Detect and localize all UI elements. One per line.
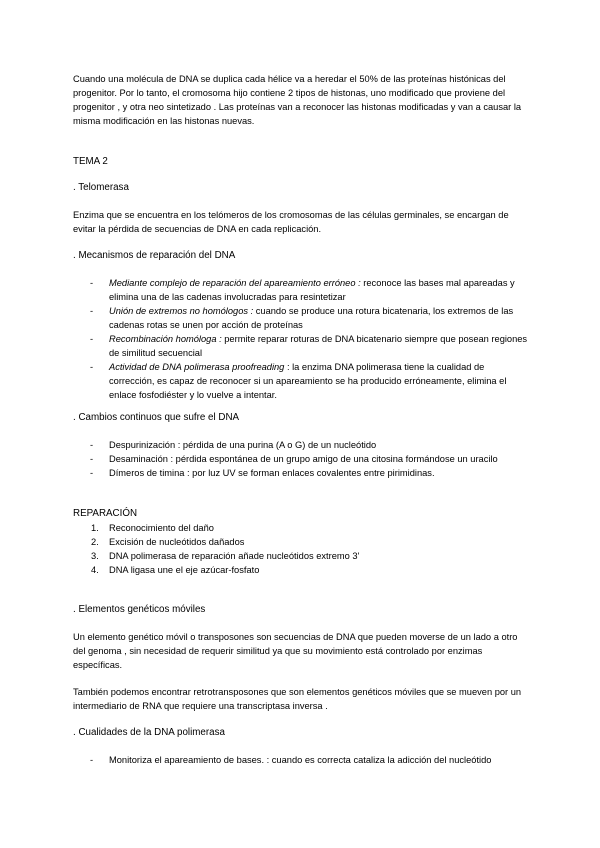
cambios-list [73, 438, 528, 480]
list-item [73, 563, 528, 577]
dash-marker: - [90, 306, 94, 316]
list-item [73, 753, 528, 767]
tema-heading: TEMA 2 [73, 156, 108, 167]
list-item [73, 549, 528, 563]
list-item [73, 521, 528, 535]
elementos-text-1: Un elemento genético móvil o transposones son secuencias de DNA que pueden moverse de un lado a otro del genoma , sin necesidad de requerir similitud ya que su movimiento está controlado por enzimas específicas. [73, 632, 518, 670]
item-lead: Unión de extremos no homólogos : [109, 306, 254, 316]
telomerasa-text: Enzima que se encuentra en los telómeros de los cromosomas de las células germinales, se encargan de evitar la pérdida de secuencias de DNA en cada replicación. [73, 210, 509, 234]
dash-marker: - [90, 334, 94, 344]
item-rest: cuando se produce una rotura bicatenaria, los extremos de las cadenas rotas se unen por acción de proteínas [109, 306, 514, 330]
item-text: Monitoriza el apareamiento de bases. : cuando es correcta cataliza la adicción del nucleótido [109, 755, 492, 765]
intro-paragraph [73, 72, 528, 128]
item-rest: : la enzima DNA polimerasa tiene la cualidad de corrección, es capaz de reconocer si un apareamiento se ha producido erróneamente, elimina el enlace fosfodiéster y lo vuelve a intentar. [109, 362, 507, 400]
mecanismos-heading: . Mecanismos de reparación del DNA [73, 250, 236, 261]
cualidades-heading: . Cualidades de la DNA polimerasa [73, 727, 225, 738]
cambios-heading: . Cambios continuos que sufre el DNA [73, 412, 240, 423]
elementos-text-2: También podemos encontrar retrotransposones que son elementos genéticos móviles que se mueven por un intermediario de RNA que requiere una transcriptasa inversa . [73, 687, 522, 711]
elementos-heading: . Elementos genéticos móviles [73, 604, 206, 615]
elementos-paragraph-1 [73, 630, 528, 672]
mecanismos-list [73, 276, 528, 402]
item-text: DNA ligasa une el eje azúcar-fosfato [109, 565, 260, 575]
dash-marker: - [90, 468, 94, 478]
item-text: Excisión de nucleótidos dañados [109, 537, 245, 547]
list-item [73, 438, 528, 452]
item-rest: reconoce las bases mal apareadas y elimina una de las cadenas involucradas para resintetizar [109, 278, 515, 302]
item-text: DNA polimerasa de reparación añade nucleótidos extremo 3' [109, 551, 360, 561]
list-item [73, 276, 528, 304]
elementos-paragraph-2 [73, 685, 528, 713]
item-lead: Recombinación homóloga : [109, 334, 222, 344]
item-lead: Actividad de DNA polimerasa proofreading [109, 362, 285, 372]
list-item [73, 304, 528, 332]
dash-marker: - [90, 278, 94, 288]
cualidades-list [73, 753, 528, 767]
item-rest: permite reparar roturas de DNA bicatenario siempre que posean regiones de similitud secuencial [109, 334, 528, 358]
item-text: Reconocimiento del daño [109, 523, 214, 533]
list-item [73, 466, 528, 480]
reparacion-list [73, 521, 528, 577]
dash-marker: - [90, 440, 94, 450]
number-marker: 1. [91, 523, 99, 533]
reparacion-heading: REPARACIÓN [73, 508, 138, 519]
list-item [73, 360, 528, 402]
number-marker: 2. [91, 537, 99, 547]
dash-marker: - [90, 362, 94, 372]
intro-text: Cuando una molécula de DNA se duplica cada hélice va a heredar el 50% de las proteínas histónicas del progenitor. Por lo tanto, el cromosoma hijo contiene 2 tipos de histonas, uno modificado que proviene del progenitor , y otra neo sintetizado . Las proteínas van a reconocer las histonas modificadas y van a causar la misma modificación en las histonas nuevas. [73, 74, 522, 126]
number-marker: 4. [91, 565, 99, 575]
list-item [73, 332, 528, 360]
dash-marker: - [90, 454, 94, 464]
item-text: Despurinización : pérdida de una purina (A o G) de un nucleótido [109, 440, 377, 450]
item-text: Desaminación : pérdida espontánea de un grupo amigo de una citosina formándose un uracilo [109, 454, 498, 464]
item-text: Dímeros de timina : por luz UV se forman enlaces covalentes entre pirimidinas. [109, 468, 435, 478]
list-item [73, 452, 528, 466]
telomerasa-heading: . Telomerasa [73, 182, 129, 193]
telomerasa-paragraph [73, 208, 528, 236]
dash-marker: - [90, 755, 94, 765]
item-lead: Mediante complejo de reparación del apareamiento erróneo : [109, 278, 361, 288]
number-marker: 3. [91, 551, 99, 561]
list-item [73, 535, 528, 549]
